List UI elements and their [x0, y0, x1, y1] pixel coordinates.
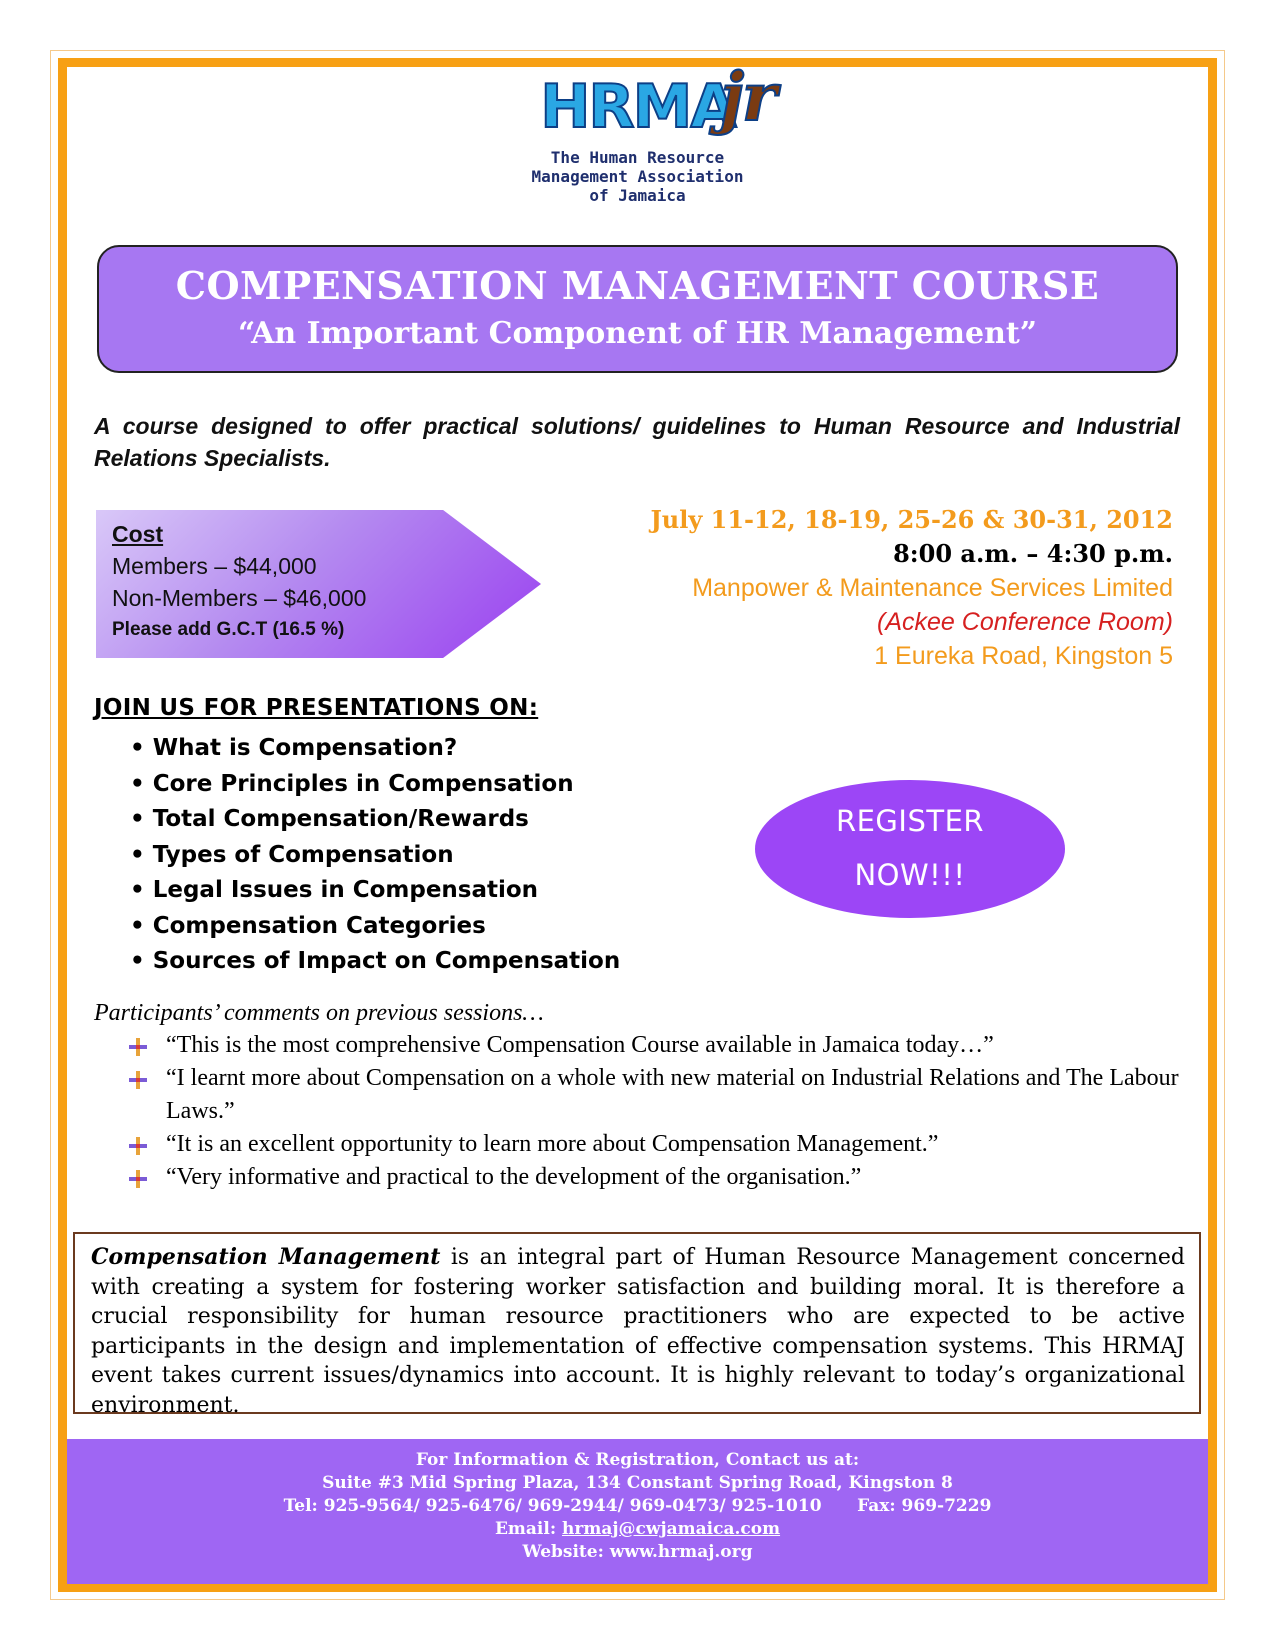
footer-website[interactable]: Website: www.hrmaj.org	[522, 1542, 753, 1562]
event-address: 1 Eureka Road, Kingston 5	[874, 642, 1173, 670]
logo-org-name	[0, 148, 1275, 205]
presentations-section	[94, 695, 620, 980]
plus-bullet-icon	[128, 1169, 148, 1189]
cost-gct-note: Please add G.C.T (16.5 %)	[112, 619, 345, 640]
event-details	[650, 503, 1173, 673]
register-now-button[interactable]	[755, 780, 1065, 918]
org-name-line3: of Jamaica	[589, 186, 686, 205]
event-room: (Ackee Conference Room)	[877, 608, 1173, 636]
topic-item: • Sources of Impact on Compensation	[130, 944, 620, 980]
comment-text: “It is an excellent opportunity to learn more about Compensation Management.”	[166, 1131, 939, 1157]
logo-wordmark-text: HRMA	[540, 72, 735, 142]
cost-members: Members – $44,000	[112, 553, 317, 579]
footer-phone-line	[67, 1495, 1208, 1518]
description-body: is an integral part of Human Resource Management concerned with creating a system for fostering worker satisfaction and building moral. It is therefore a crucial responsibility for human resource practitioners who are expected to be active participants in the design and implementation of effective compensation systems. This HRMAJ event takes current issues/dynamics into account. It is highly relevant to today’s organizational environment.	[91, 1245, 1185, 1418]
comments-section	[94, 1000, 1184, 1194]
course-title: COMPENSATION MANAGEMENT COURSE	[175, 263, 1100, 308]
comments-heading: Participants’ comments on previous sessions…	[94, 1000, 544, 1026]
cost-block	[112, 518, 366, 646]
cost-heading: Cost	[112, 521, 164, 547]
register-line2: NOW!!!	[854, 858, 966, 892]
event-venue: Manpower & Maintenance Services Limited	[692, 574, 1173, 602]
description-lead: Compensation Management	[91, 1244, 441, 1270]
comment-item	[128, 1029, 1184, 1062]
description-box	[73, 1232, 1201, 1418]
topic-item: • Total Compensation/Rewards	[130, 802, 620, 838]
comment-text: “I learnt more about Compensation on a whole with new material on Industrial Relations and The Labour Laws.”	[166, 1065, 1179, 1124]
logo-wordmark	[540, 58, 775, 142]
footer-address: Suite #3 Mid Spring Plaza, 134 Constant Spring Road, Kingston 8	[322, 1473, 953, 1493]
comment-text: “Very informative and practical to the development of the organisation.”	[166, 1164, 862, 1190]
footer-email-line	[67, 1518, 1208, 1541]
email-link[interactable]: hrmaj@cwjamaica.com	[562, 1519, 781, 1539]
logo-jr-mark: jr	[720, 58, 775, 136]
event-time: 8:00 a.m. – 4:30 p.m.	[893, 539, 1173, 568]
footer-contact-heading: For Information & Registration, Contact us at:	[415, 1450, 860, 1470]
comment-list	[128, 1029, 1184, 1194]
topic-item: • Legal Issues in Compensation	[130, 873, 620, 909]
footer-tel: Tel: 925-9564/ 925-6476/ 969-2944/ 969-0473/ 925-1010	[283, 1496, 822, 1516]
comment-item	[128, 1161, 1184, 1194]
org-name-line1: The Human Resource	[550, 148, 725, 167]
topic-item: • Types of Compensation	[130, 838, 620, 874]
course-subtitle: “An Important Component of HR Management”	[237, 316, 1038, 351]
title-banner	[97, 245, 1178, 373]
comment-text: “This is the most comprehensive Compensation Course available in Jamaica today…”	[166, 1032, 994, 1058]
plus-bullet-icon	[128, 1136, 148, 1156]
event-dates: July 11-12, 18-19, 25-26 & 30-31, 2012	[650, 505, 1173, 534]
cost-non-members: Non-Members – $46,000	[112, 585, 367, 611]
plus-bullet-icon	[128, 1070, 148, 1090]
org-name-line2: Management Association	[531, 167, 744, 186]
topic-list	[130, 731, 620, 980]
intro-text: A course designed to offer practical solutions/ guidelines to Human Resource and Industrial Relations Specialists.	[94, 413, 1180, 471]
plus-bullet-icon	[128, 1037, 148, 1057]
register-line1: REGISTER	[835, 804, 985, 838]
comment-item	[128, 1062, 1184, 1128]
footer-fax: Fax: 969-7229	[857, 1496, 992, 1516]
footer-email-label: Email:	[494, 1519, 563, 1539]
comment-item	[128, 1128, 1184, 1161]
topic-item: • What is Compensation?	[130, 731, 620, 767]
topic-item: • Core Principles in Compensation	[130, 767, 620, 803]
presentations-heading: JOIN US FOR PRESENTATIONS ON:	[94, 695, 539, 721]
topic-item: • Compensation Categories	[130, 909, 620, 945]
hrmaj-logo	[0, 58, 1275, 205]
contact-footer	[67, 1439, 1208, 1584]
